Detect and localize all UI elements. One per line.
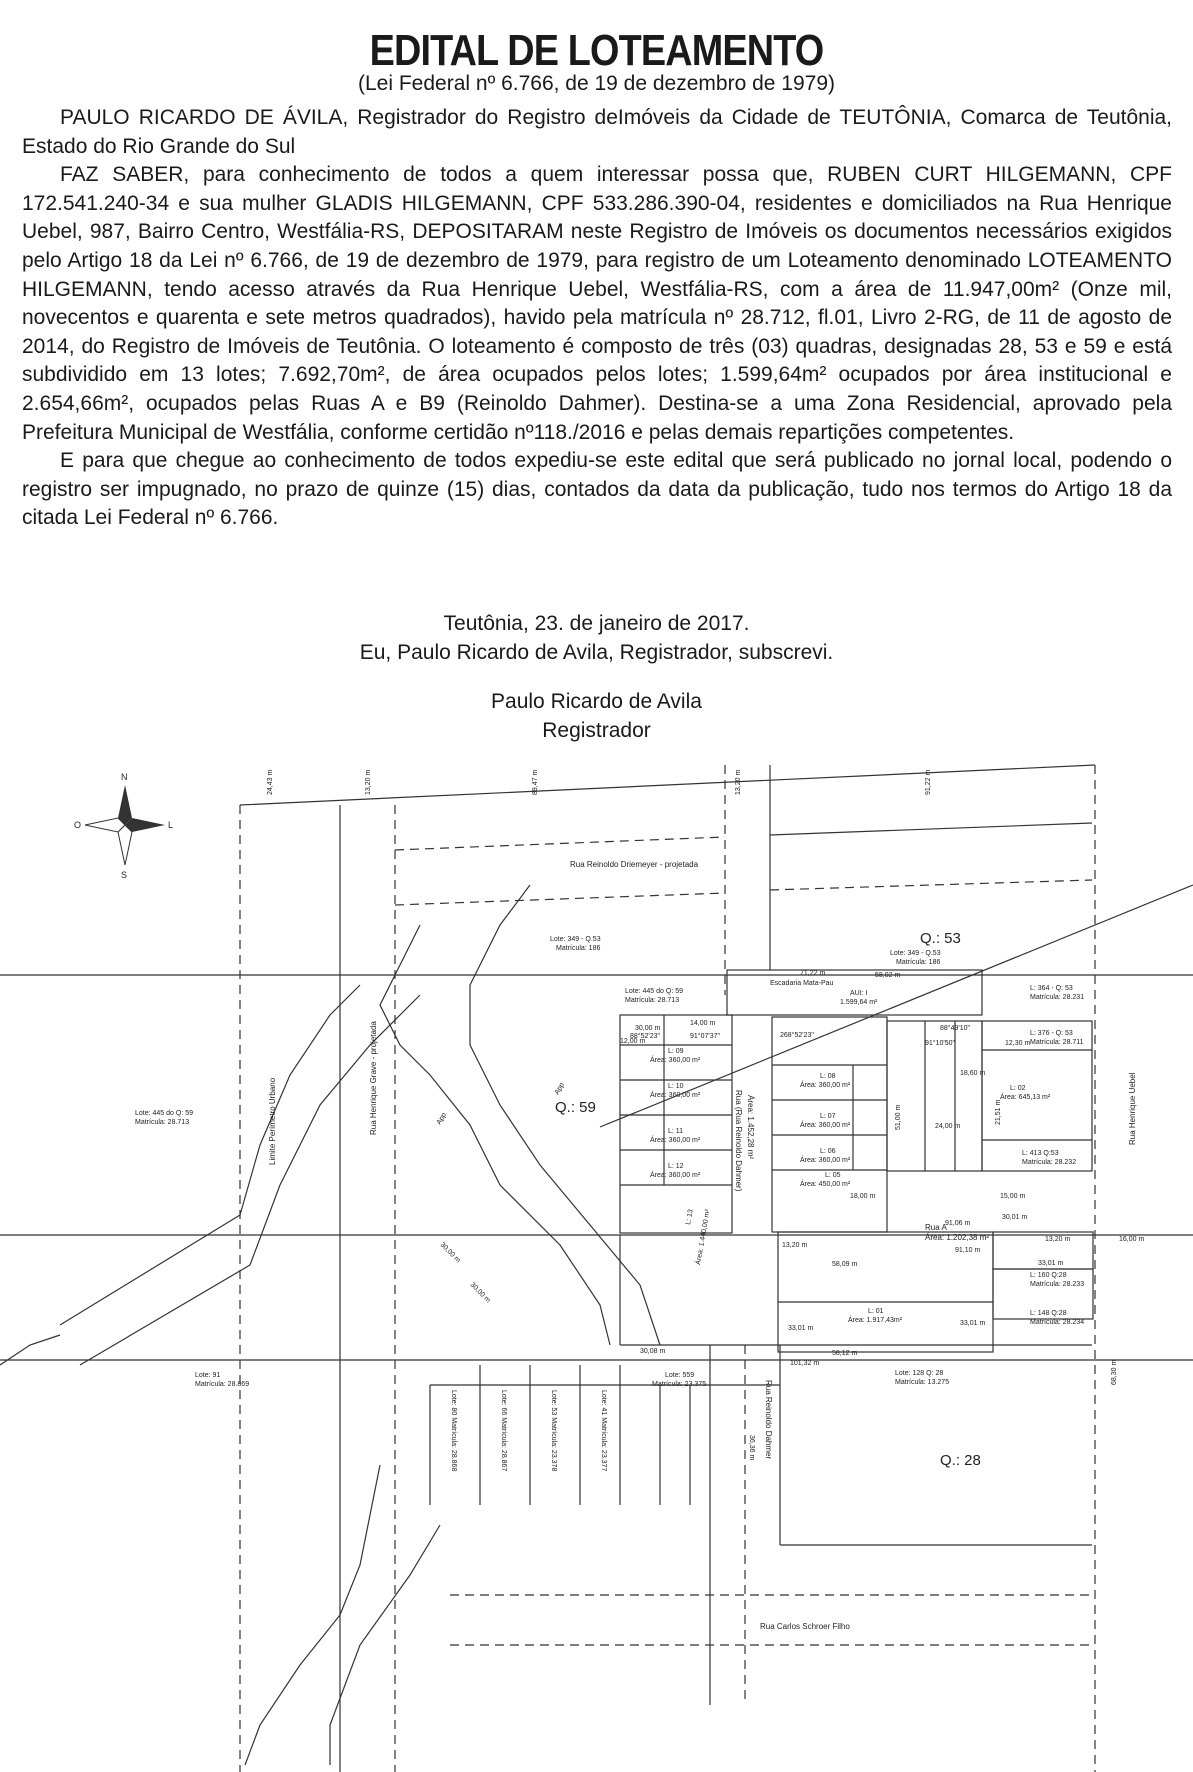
- dim-18-60: 18,60 m: [960, 1070, 986, 1077]
- dim-30-08: 30,08 m: [640, 1348, 666, 1355]
- ang-88-49: 88°49'10": [940, 1025, 970, 1032]
- aui-area: 1.599,64 m²: [840, 999, 878, 1006]
- map-linework: [0, 765, 1193, 1772]
- dim-33-01-a: 33,01 m: [1038, 1260, 1064, 1267]
- map-diagonal-line: [600, 885, 1193, 1127]
- dim-12-00: 12,00 m: [620, 1038, 646, 1045]
- lote-559-label: Lote: 559: [665, 1372, 695, 1379]
- street-perimetro: Limite Perímetro Urbano: [268, 1077, 277, 1165]
- paragraph-registrar: PAULO RICARDO DE ÁVILA, Registrador do Registro deImóveis da Cidade de TEUTÔNIA, Comarca de Teutônia, Estado do Rio Grande do Sul: [22, 106, 1172, 158]
- dim-18-00: 18,00 m: [850, 1193, 876, 1200]
- lote-41-label: Lote: 41 Matrícula: 23.377: [600, 1390, 607, 1472]
- lot-13-label: L: 13: [685, 1208, 695, 1226]
- signature-statement: Eu, Paulo Ricardo de Avila, Registrador, subscrevi.: [359, 641, 834, 664]
- lote-160-label: L: 160 Q:28: [1030, 1272, 1067, 1279]
- lote-445-west-label: Lote: 445 do Q: 59: [135, 1110, 193, 1117]
- compass-south-arrow: [118, 825, 132, 865]
- app-label-2: App: [553, 1081, 566, 1096]
- dim-58-12: 58,12 m: [832, 1350, 858, 1357]
- map-street-drierneyer-b: [395, 893, 725, 905]
- dim-71-22: 71,22 m: [800, 970, 826, 977]
- lote-80-label: Lote: 80 Matrícula: 28.868: [450, 1390, 457, 1472]
- compass-o: O: [74, 820, 82, 830]
- compass-north-arrow: [118, 785, 132, 825]
- quadra-59: Q.: 59: [555, 1099, 596, 1116]
- app-curve-3: [380, 925, 610, 1345]
- lote-364-matricula: Matrícula: 28.231: [1030, 994, 1085, 1001]
- page-subtitle: (Lei Federal nº 6.766, de 19 de dezembro de 1979): [358, 72, 835, 95]
- compass-s: S: [121, 870, 128, 880]
- lote-349-label: Lote: 349 - Q.53: [550, 936, 601, 943]
- dim-91-10: 91,10 m: [955, 1247, 981, 1254]
- dim-36-36: 36,36 m: [748, 1435, 755, 1461]
- lote-66-label: Lote: 66 Matrícula: 28.867: [500, 1390, 507, 1472]
- dim-33-01-b: 33,01 m: [788, 1325, 814, 1332]
- quadra-28: Q.: 28: [940, 1452, 981, 1469]
- lot-06-area: Área: 360,00 m²: [800, 1157, 851, 1164]
- compass-rose: [74, 772, 173, 880]
- dim-13-20-b: 13,20 m: [782, 1242, 808, 1249]
- dim-33-01-c: 33,01 m: [960, 1320, 986, 1327]
- lot-01-label: L: 01: [868, 1308, 884, 1315]
- lote-559-matricula: Matrícula: 23.375: [652, 1381, 707, 1388]
- escadaria-label: Escadaria Mata-Pau: [770, 980, 834, 987]
- dim-14-00: 14,00 m: [690, 1020, 716, 1027]
- lot-07-label: L: 07: [820, 1113, 836, 1120]
- page-title: EDITAL DE LOTEAMENTO: [369, 26, 824, 75]
- dim-58-09: 58,09 m: [832, 1261, 858, 1268]
- app-curve-1: [60, 985, 360, 1325]
- dim-30-b: 30,00 m: [468, 1281, 492, 1305]
- rua-b9-area: Área: 1.452,28 m²: [746, 1095, 755, 1160]
- lot-05-area: Área: 450,00 m²: [800, 1181, 851, 1188]
- lote-413-matricula: Matrícula: 28.232: [1022, 1159, 1077, 1166]
- lote-376-label: L: 376 - Q: 53: [1030, 1030, 1073, 1037]
- lot-07-area: Área: 360,00 m²: [800, 1122, 851, 1129]
- aui-title: AUI: I: [850, 990, 868, 997]
- dim-30-01: 30,01 m: [1002, 1214, 1028, 1221]
- dim-21-51: 21,51 m: [995, 1099, 1002, 1125]
- lote-364-label: L: 364 - Q: 53: [1030, 985, 1073, 992]
- lot-02-label: L: 02: [1010, 1085, 1026, 1092]
- lot-12-label: L: 12: [668, 1163, 684, 1170]
- lote-91-matricula: Matrícula: 28.869: [195, 1381, 250, 1388]
- lot-09-area: Área: 360,00 m²: [650, 1057, 701, 1064]
- lot-06-label: L: 06: [820, 1148, 836, 1155]
- top-dim-1: 24,43 m: [267, 769, 274, 795]
- dim-24-00: 24,00 m: [935, 1123, 961, 1130]
- signatory-name: Paulo Ricardo de Avila: [491, 690, 702, 713]
- lote-128-label: Lote: 128 Q: 28: [895, 1370, 944, 1377]
- street-henrique-grave: Rua Henrique Grave - projetada: [369, 1021, 378, 1135]
- lote-128-matricula: Matrícula: 13.275: [895, 1379, 950, 1386]
- lot-09-label: L: 09: [668, 1048, 684, 1055]
- top-dimensions: [267, 770, 932, 795]
- dim-15-00: 15,00 m: [1000, 1193, 1026, 1200]
- ang-91-07: 91°07'37": [690, 1033, 720, 1040]
- lote-91-label: Lote: 91: [195, 1372, 221, 1379]
- map-street-drierneyer-c: [770, 823, 1092, 835]
- top-dim-3: 89,47 m: [532, 769, 539, 795]
- lote-349-mid-label: Lote: 349 - Q.53: [890, 950, 941, 957]
- street-drierneyer: Rua Reinoldo Driemeyer - projetada: [570, 860, 699, 869]
- compass-east-arrow: [125, 818, 165, 832]
- top-dim-2: 13,20 m: [365, 769, 372, 795]
- ang-91-10: 91°10'50": [925, 1040, 955, 1047]
- ang-268-52: 268°52'23": [780, 1032, 814, 1039]
- map-street-drierneyer-d: [770, 880, 1092, 890]
- quadra-53: Q.: 53: [920, 930, 961, 947]
- app-label-1: App: [435, 1111, 448, 1126]
- compass-n: N: [121, 772, 128, 782]
- subdivision-map: [0, 745, 1193, 1772]
- top-dim-5: 91,22 m: [925, 769, 932, 795]
- lote-376-matricula: Matrícula: 28.711: [1030, 1039, 1084, 1046]
- map-street-drierneyer-a: [395, 837, 725, 850]
- dim-12-30: 12,30 m: [1005, 1040, 1031, 1047]
- lote-445-matricula: Matrícula: 28.713: [625, 997, 680, 1004]
- lot-13-area: Área: 1.440,00 m²: [695, 1208, 712, 1266]
- compass-west-arrow: [85, 818, 125, 832]
- street-reinoldo-dahmer: Rua Reinoldo Dahmer: [764, 1380, 773, 1460]
- rua-a-area: Área: 1.202,38 m²: [925, 1233, 990, 1242]
- lot-labels: [135, 936, 1084, 1471]
- lote-349-mid-matricula: Matrícula: 186: [896, 959, 941, 966]
- street-carlos-schroer: Rua Carlos Schroer Filho: [760, 1622, 850, 1631]
- lot-05-label: L: 05: [825, 1172, 841, 1179]
- lot-12-area: Área: 360,00 m²: [650, 1172, 701, 1179]
- dim-91-06: 91,06 m: [945, 1220, 971, 1227]
- paragraph-faz-saber: FAZ SABER, para conhecimento de todos a quem interessar possa que, RUBEN CURT HILGEMANN, CPF 172.541.240-34 e sua mulher GLADIS HILGEMANN, CPF 533.286.390-04, residentes e domiciliados na Rua Henrique Uebel, 987, Bairro Centro, Westfália-RS, DEPOSITARAM neste Registro de Imóveis os documentos necessários exigidos pelo Artigo 18 da Lei nº 6.766, de 19 de dezembro de 1979, para registro de um Loteamento denominado LOTEAMENTO HILGEMANN, tendo acesso através da Rua Henrique Uebel, Westfália-RS, com a área de 11.947,00m² (Onze mil, novecentos e quarenta e sete metros quadrados), havido pela matrícula nº 28.712, fl.01, Livro 2-RG, de 11 de agosto de 2014, do Registro de Imóveis de Teutônia. O loteamento é composto de três (03) quadras, designadas 28, 53 e 59 e está subdividido em 13 lotes; 7.692,70m², de área ocupados pelos lotes; 1.599,64m² ocupados por área institucional e 2.654,66m², ocupados pelas Ruas A e B9 (Reinoldo Dahmer). Destina-se a uma Zona Residencial, aprovado pela Prefeitura Municipal de Westfália, conforme certidão nº118./2016 e pelas demais repartições competentes.: [22, 163, 1172, 444]
- lot-08-area: Área: 360,00 m²: [800, 1082, 851, 1089]
- lot-02-area: Área: 645,13 m²: [1000, 1094, 1051, 1101]
- lote-160-matricula: Matrícula: 28.233: [1030, 1281, 1085, 1288]
- app-curve-6: [330, 1525, 440, 1765]
- lote-53-label: Lote: 53 Matrícula: 23.378: [550, 1390, 557, 1472]
- place-date: Teutônia, 23. de janeiro de 2017.: [443, 612, 750, 635]
- dim-51-00: 51,00 m: [895, 1104, 902, 1130]
- lote-349-matricula: Matrícula: 186: [556, 945, 601, 952]
- ang-88-52: 88°52'23": [630, 1033, 660, 1040]
- paragraph-publication: E para que chegue ao conhecimento de todos expediu-se este edital que será publicado no jornal local, podendo o registro ser impugnado, no prazo de quinze (15) dias, contados da data da publicação, tudo nos termos do Artigo 18 da citada Lei Federal nº 6.766.: [22, 449, 1172, 530]
- dim-68-30: 68,30 m: [1111, 1359, 1118, 1385]
- lot-10-label: L: 10: [668, 1083, 684, 1090]
- dim-30-00: 30,00 m: [635, 1025, 661, 1032]
- dim-13-20-a: 13,20 m: [1045, 1236, 1071, 1243]
- dim-16-00: 16,00 m: [1119, 1236, 1145, 1243]
- lot-08-label: L: 08: [820, 1073, 836, 1080]
- top-dim-4: 13,20 m: [735, 769, 742, 795]
- lot-11-area: Área: 360,00 m²: [650, 1137, 701, 1144]
- lot-11-label: L: 11: [668, 1128, 684, 1135]
- lote-148-matricula: Matrícula: 28.234: [1030, 1319, 1085, 1326]
- compass-l: L: [168, 820, 174, 830]
- signatory-role: Registrador: [542, 719, 651, 742]
- lote-445-west-matricula: Matrícula: 28.713: [135, 1119, 190, 1126]
- lote-148-label: L: 148 Q:28: [1030, 1310, 1067, 1317]
- app-curve-5: [245, 1465, 380, 1765]
- dim-30-a: 30,00 m: [438, 1241, 462, 1265]
- notice-body: [22, 104, 1172, 533]
- lot-01-area: Área: 1.917,43m²: [848, 1317, 903, 1324]
- dim-101-32: 101,32 m: [790, 1360, 820, 1367]
- lot-10-area: Área: 360,00 m²: [650, 1092, 701, 1099]
- street-henrique-uebel: Rua Henrique Uebel: [1128, 1072, 1137, 1145]
- rua-a-label: Rua A: [925, 1223, 947, 1232]
- lote-413-label: L: 413 Q:53: [1022, 1150, 1059, 1157]
- rua-b9-label: Rua (Rua Reinoldo Dahmer): [734, 1090, 743, 1192]
- dim-58-02: 58,02 m: [875, 972, 901, 979]
- lote-445-label: Lote: 445 do Q: 59: [625, 988, 683, 995]
